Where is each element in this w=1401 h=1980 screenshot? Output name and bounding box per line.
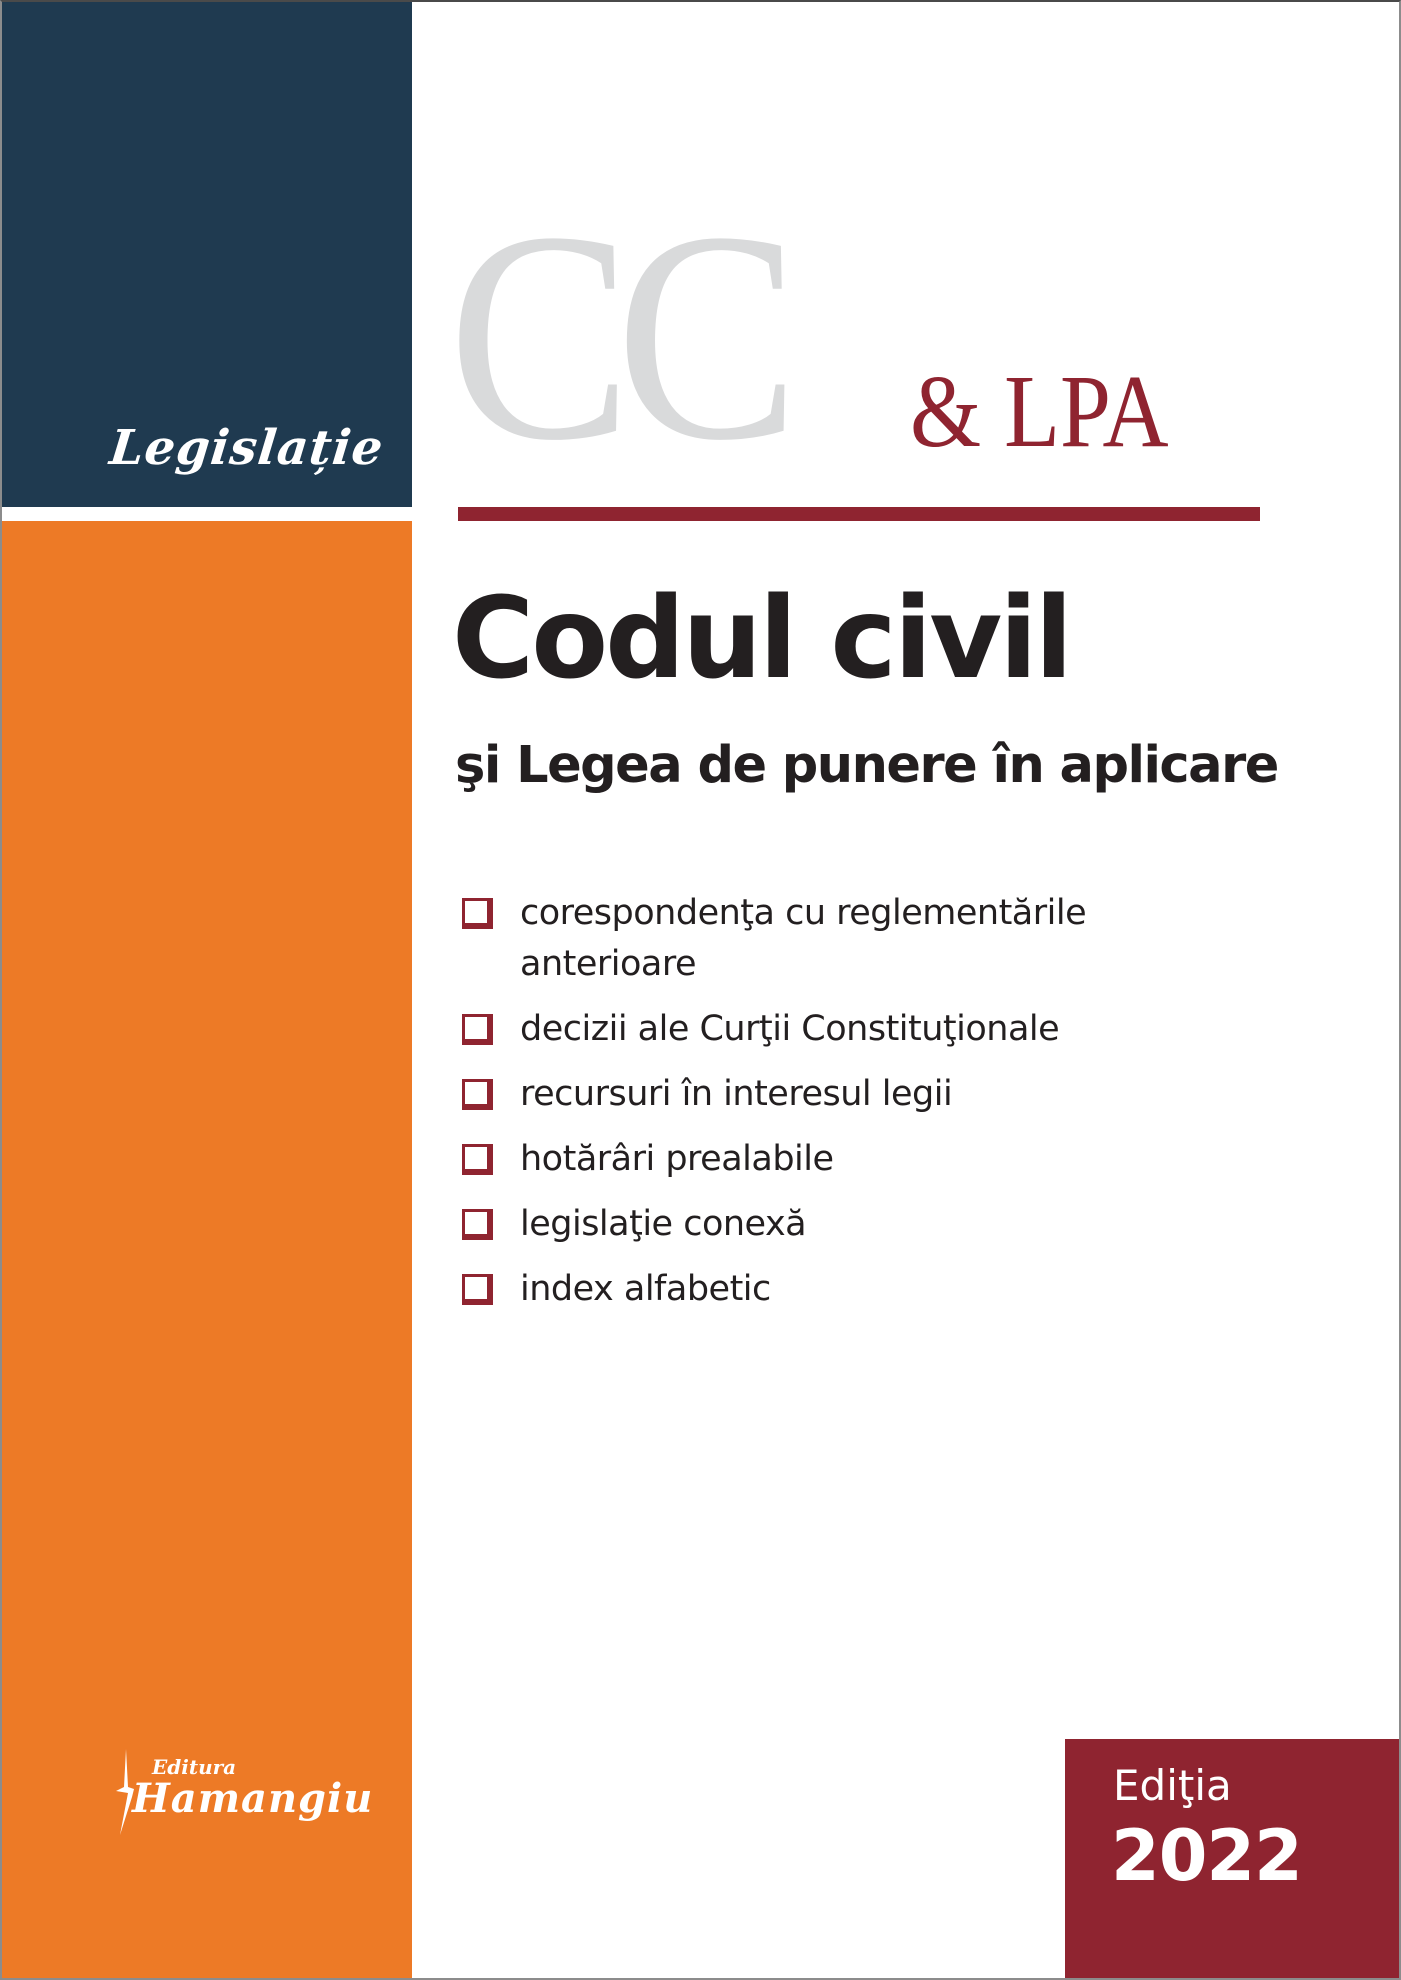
checkbox-square-icon	[462, 1144, 493, 1175]
checkbox-square-icon	[462, 1209, 493, 1240]
edition-label: Ediţia	[1113, 1761, 1232, 1810]
publisher-prefix: Editura	[152, 1755, 237, 1779]
checkbox-square-icon	[462, 898, 493, 929]
feature-text: legislaţie conexă	[520, 1204, 807, 1244]
publisher-logo	[110, 1745, 380, 1835]
feature-item	[460, 1199, 1220, 1250]
logo-cc: CC	[448, 170, 784, 502]
book-subtitle: şi Legea de punere în aplicare	[455, 736, 1278, 795]
feature-item	[460, 1069, 1220, 1120]
series-label: Legislație	[107, 420, 387, 476]
feature-item	[460, 888, 1220, 990]
feature-list	[460, 888, 1220, 1329]
feature-text: index alfabetic	[520, 1269, 771, 1309]
feature-item	[460, 1004, 1220, 1055]
feature-text: hotărâri prealabile	[520, 1139, 834, 1179]
feature-item	[460, 1134, 1220, 1185]
checkbox-square-icon	[462, 1014, 493, 1045]
logo-lpa: & LPA	[910, 354, 1169, 469]
feature-item	[460, 1264, 1220, 1315]
checkbox-square-icon	[462, 1079, 493, 1110]
title-divider	[458, 507, 1260, 521]
feature-text: corespondenţa cu reglementările anterioare	[520, 893, 1087, 984]
feature-text: recursuri în interesul legii	[520, 1074, 953, 1114]
book-title: Codul civil	[452, 574, 1070, 704]
publisher-name: Hamangiu	[132, 1775, 374, 1822]
edition-year: 2022	[1111, 1815, 1302, 1897]
feature-text: decizii ale Curţii Constituţionale	[520, 1009, 1060, 1049]
checkbox-square-icon	[462, 1274, 493, 1305]
edition-badge	[1065, 1739, 1399, 1978]
